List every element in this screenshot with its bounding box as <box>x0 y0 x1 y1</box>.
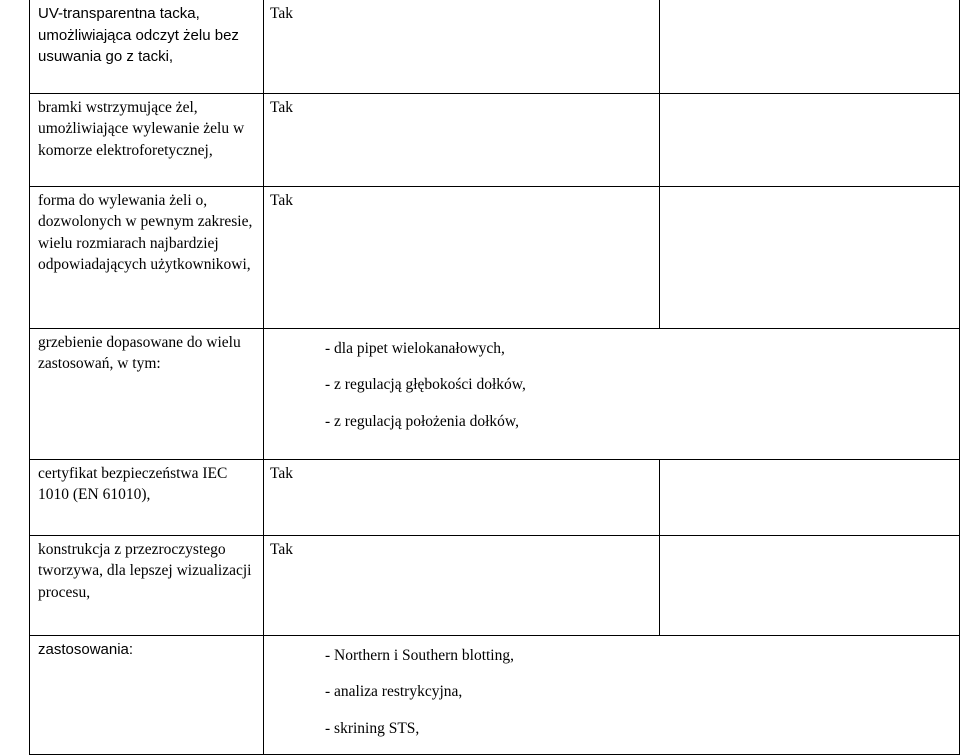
specification-table <box>29 0 960 755</box>
feature-cell <box>30 186 264 328</box>
table-row <box>30 535 960 635</box>
feature-cell <box>30 328 264 459</box>
value-text: Tak <box>270 98 294 116</box>
notes-cell <box>660 93 960 186</box>
options-cell <box>264 635 960 755</box>
list-item: - analiza restrykcyjna, <box>325 683 463 700</box>
options-cell <box>264 328 960 459</box>
feature-cell <box>30 535 264 635</box>
notes-cell <box>660 535 960 635</box>
list-item: - Northern i Southern blotting, <box>325 646 514 664</box>
table-row <box>30 635 960 755</box>
notes-cell <box>660 186 960 328</box>
notes-cell <box>660 0 960 93</box>
list-item: - skrining STS, <box>325 719 420 737</box>
value-text: Tak <box>270 191 294 209</box>
value-cell <box>264 535 660 635</box>
feature-text: zastosowania: <box>38 640 134 658</box>
value-text: Tak <box>270 540 294 558</box>
value-text: Tak <box>270 5 294 22</box>
feature-cell <box>30 93 264 186</box>
feature-cell <box>30 0 264 93</box>
options-list <box>264 329 959 433</box>
feature-text: UV-transparentna tacka, umożliwiająca odczyt żelu bez usuwania go z tacki, <box>38 5 239 65</box>
feature-text: grzebienie dopasowane do wielu zastosowań, w tym: <box>38 333 241 372</box>
value-cell <box>264 93 660 186</box>
list-item: - z regulacją położenia dołków, <box>325 412 519 430</box>
feature-text: konstrukcja z przezroczystego tworzywa, dla lepszej wizualizacji procesu, <box>38 540 252 601</box>
notes-cell <box>660 459 960 535</box>
feature-text: forma do wylewania żeli o, dozwolonych w pewnym zakresie, wielu rozmiarach najbardziej odpowiadających użytkownikowi, <box>38 191 253 273</box>
table-row <box>30 93 960 186</box>
table-row <box>30 459 960 535</box>
feature-cell <box>30 459 264 535</box>
value-cell <box>264 186 660 328</box>
table-row <box>30 186 960 328</box>
value-cell <box>264 459 660 535</box>
list-item: - z regulacją głębokości dołków, <box>325 376 526 393</box>
table-row <box>30 328 960 459</box>
options-list <box>264 636 959 740</box>
feature-text: bramki wstrzymujące żel, umożliwiające wylewanie żelu w komorze elektroforetycznej, <box>38 98 245 159</box>
list-item: - dla pipet wielokanałowych, <box>325 339 505 357</box>
value-cell <box>264 0 660 93</box>
table-row <box>30 0 960 93</box>
feature-cell <box>30 635 264 755</box>
value-text: Tak <box>270 464 294 482</box>
feature-text: certyfikat bezpieczeństwa IEC 1010 (EN 61010), <box>38 464 228 503</box>
